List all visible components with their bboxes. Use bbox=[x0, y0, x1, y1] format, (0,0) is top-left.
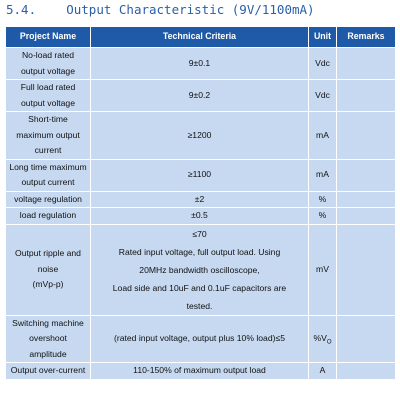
criteria-cell: (rated input voltage, output plus 10% load)≤5 bbox=[91, 315, 309, 363]
criteria-cell: ±2 bbox=[91, 191, 309, 208]
unit-cell: % bbox=[309, 191, 337, 208]
unit-cell: % bbox=[309, 208, 337, 225]
table-row bbox=[6, 224, 396, 315]
table-row bbox=[6, 208, 396, 225]
remarks-cell bbox=[337, 159, 396, 191]
unit-subscript: O bbox=[326, 339, 332, 346]
header-remarks: Remarks bbox=[337, 27, 396, 48]
header-technical-criteria: Technical Criteria bbox=[91, 27, 309, 48]
criteria-cell: 9±0.2 bbox=[91, 80, 309, 112]
remarks-cell bbox=[337, 208, 396, 225]
criteria-cell: 9±0.1 bbox=[91, 48, 309, 80]
table-row bbox=[6, 315, 396, 363]
header-project-name: Project Name bbox=[6, 27, 91, 48]
project-name-cell: load regulation bbox=[6, 208, 91, 225]
remarks-cell bbox=[337, 224, 396, 315]
unit-cell: A bbox=[309, 363, 337, 380]
unit-cell: Vdc bbox=[309, 48, 337, 80]
table-row bbox=[6, 159, 396, 191]
remarks-cell bbox=[337, 191, 396, 208]
project-name-cell: Full load rated output voltage bbox=[6, 80, 91, 112]
remarks-cell bbox=[337, 48, 396, 80]
section-title: Output Characteristic (9V/1100mA) bbox=[66, 2, 315, 17]
project-name-cell: No-load rated output voltage bbox=[6, 48, 91, 80]
output-characteristic-table bbox=[5, 26, 396, 380]
criteria-cell: ≥1200 bbox=[91, 112, 309, 160]
criteria-cell: 110-150% of maximum output load bbox=[91, 363, 309, 380]
criteria-cell: ≤70 Rated input voltage, full output load. Using 20MHz bandwidth oscilloscope, Load side and 10uF and 0.1uF capacitors are tested. bbox=[91, 224, 309, 315]
table-row bbox=[6, 363, 396, 380]
section-number: 5.4. bbox=[6, 2, 37, 17]
unit-cell: mV bbox=[309, 224, 337, 315]
table-row bbox=[6, 48, 396, 80]
table-row bbox=[6, 191, 396, 208]
project-name-cell: voltage regulation bbox=[6, 191, 91, 208]
project-name-cell: Output ripple and noise (mVp-p) bbox=[6, 224, 91, 315]
project-name-cell: Output over-current bbox=[6, 363, 91, 380]
table-row bbox=[6, 112, 396, 160]
table-row bbox=[6, 80, 396, 112]
criteria-cell: ±0.5 bbox=[91, 208, 309, 225]
project-name-cell: Short-time maximum output current bbox=[6, 112, 91, 160]
header-unit: Unit bbox=[309, 27, 337, 48]
criteria-cell: ≥1100 bbox=[91, 159, 309, 191]
unit-cell bbox=[309, 315, 337, 363]
remarks-cell bbox=[337, 315, 396, 363]
remarks-cell bbox=[337, 80, 396, 112]
unit-cell: mA bbox=[309, 159, 337, 191]
table-header-row bbox=[6, 27, 396, 48]
unit-cell: mA bbox=[309, 112, 337, 160]
unit-text: %V bbox=[313, 333, 327, 343]
remarks-cell bbox=[337, 363, 396, 380]
project-name-cell: Switching machine overshoot amplitude bbox=[6, 315, 91, 363]
unit-cell: Vdc bbox=[309, 80, 337, 112]
project-name-cell: Long time maximum output current bbox=[6, 159, 91, 191]
section-heading bbox=[6, 2, 315, 20]
remarks-cell bbox=[337, 112, 396, 160]
